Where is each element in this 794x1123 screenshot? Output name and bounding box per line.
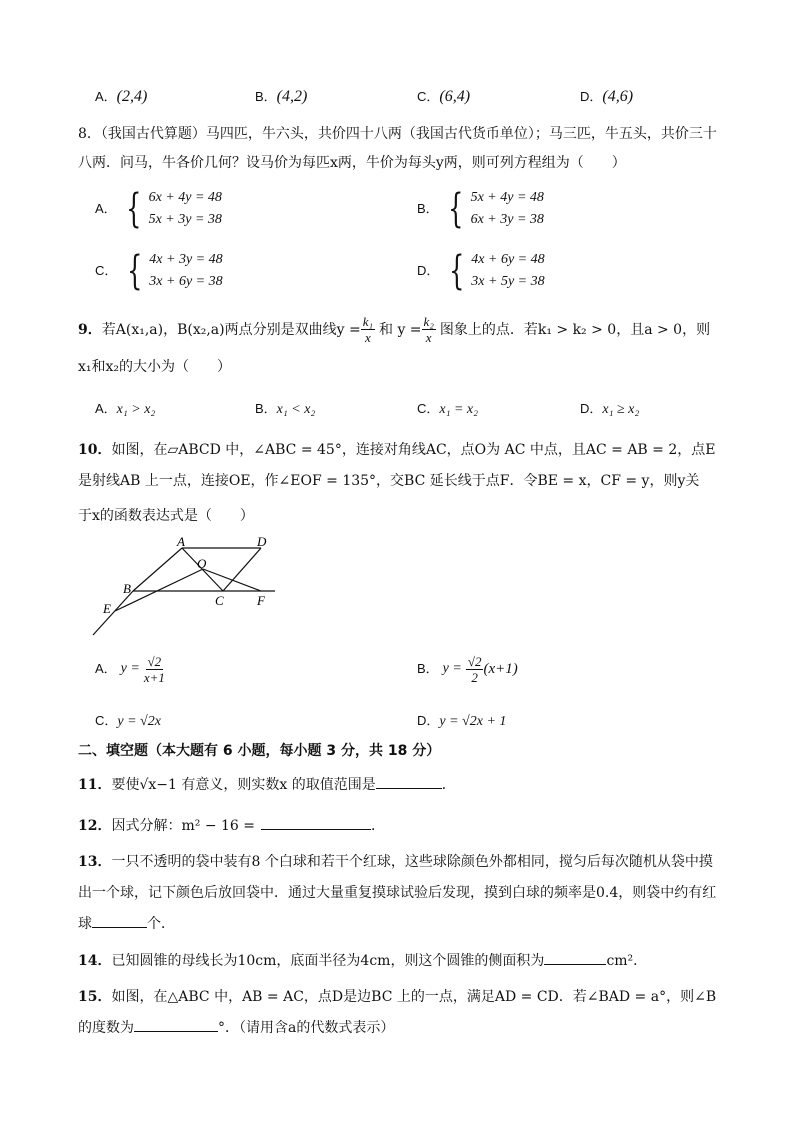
answer-blank[interactable] <box>544 964 606 965</box>
label-d: D <box>257 534 267 549</box>
numerator: k₂ <box>423 314 434 329</box>
option-label: C． <box>417 401 440 416</box>
q8-option-b <box>417 187 544 231</box>
option-lhs: y = <box>120 661 140 676</box>
label-c: C <box>215 593 224 608</box>
q8-option-a <box>95 187 222 231</box>
equation-system <box>121 187 222 231</box>
option-value: (6,4) <box>439 88 471 105</box>
q7-option-c <box>417 86 470 108</box>
fraction <box>361 314 375 345</box>
option-label: A． <box>95 201 117 216</box>
brace-icon: { <box>448 186 464 232</box>
equation: 3x + 6y = 38 <box>149 274 223 289</box>
option-value: x₁ > x₂ <box>116 402 156 417</box>
q10-stem-line2: 是射线AB 上一点，连接OE，作∠EOF = 135°，交BC 延长线于点F．令BE = x，CF = y，则y关 <box>78 473 700 489</box>
label-a: A <box>177 534 185 549</box>
option-label: A． <box>95 401 117 416</box>
equation: 4x + 6y = 48 <box>471 252 545 267</box>
q9-option-d <box>580 398 639 421</box>
q9-option-c <box>417 398 478 421</box>
q15-line2 <box>78 1018 394 1038</box>
denominator: 2 <box>471 669 478 685</box>
brace-icon: { <box>126 248 143 294</box>
brace-icon: { <box>126 186 142 232</box>
q12-text: 因式分解：m² − 16 = <box>111 818 255 834</box>
option-lhs: y = <box>442 661 462 676</box>
parallelogram-figure <box>85 533 285 638</box>
option-label: C． <box>95 263 118 278</box>
option-value: (4,2) <box>276 88 308 105</box>
option-label: B． <box>417 201 439 216</box>
answer-blank[interactable] <box>261 829 371 830</box>
label-f: F <box>257 593 265 608</box>
numerator: √2 <box>467 653 482 669</box>
question-number: 14． <box>78 953 112 969</box>
option-value: (4,6) <box>602 88 634 105</box>
q11-text-end: ． <box>441 777 456 793</box>
question-number: 10． <box>78 442 112 458</box>
q12-text-end: ． <box>371 818 385 834</box>
denominator: x+1 <box>143 669 165 685</box>
brace-icon: { <box>448 248 465 294</box>
q10-option-d <box>417 710 506 733</box>
option-label: B． <box>255 89 277 104</box>
segment-dc <box>223 548 261 591</box>
equation-system <box>444 249 545 293</box>
q15-line1 <box>78 987 716 1007</box>
q12 <box>78 816 385 836</box>
option-value: y = √2x + 1 <box>439 714 507 729</box>
q10-stem-line3: 于x的函数表达式是（ ） <box>78 508 254 524</box>
q9-option-a <box>95 398 155 421</box>
q10-stem-line1 <box>78 440 715 460</box>
q9-stem-line2: x₁和x₂的大小为（ ） <box>78 359 232 375</box>
option-label: D． <box>417 713 440 728</box>
answer-blank[interactable] <box>376 788 442 789</box>
label-o: O <box>197 556 207 571</box>
question-number: 15． <box>78 989 112 1005</box>
fraction <box>466 654 484 685</box>
q14 <box>78 951 647 971</box>
answer-blank[interactable] <box>92 927 147 928</box>
q8-stem-line1: 8．（我国古代算题）马四匹，牛六头，共价四十八两（我国古代货币单位）；马三匹，牛五头，共价三十 <box>78 126 717 142</box>
q13-line2: 出一个球，记下颜色后放回袋中．通过大量重复摸球试验后发现，摸到白球的频率是0.4，则袋中约有红 <box>78 885 717 901</box>
numerator: √2 <box>147 653 162 669</box>
q13-line1 <box>78 852 713 872</box>
equation: 5x + 4y = 48 <box>470 190 544 205</box>
option-rest: (x+1) <box>483 661 518 677</box>
segment-ab <box>133 548 182 591</box>
equation: 6x + 3y = 38 <box>470 212 544 227</box>
q10-option-b <box>417 652 518 686</box>
q14-text-end: cm²． <box>606 953 648 969</box>
question-number: 11． <box>78 777 112 793</box>
option-label: B． <box>255 401 277 416</box>
q7-option-a <box>95 86 147 108</box>
option-label: D． <box>580 401 603 416</box>
fraction <box>422 314 436 345</box>
q9-stem-line1 <box>78 314 710 345</box>
option-label: D． <box>417 263 440 278</box>
option-value: (2,4) <box>116 88 148 105</box>
q13-text: 一只不透明的袋中装有8 个白球和若干个红球，这些球除颜色外都相同，搅匀后每次随机从袋中摸 <box>111 854 713 870</box>
q13-text: 球 <box>78 916 92 932</box>
denominator: x <box>364 330 371 345</box>
q8-option-c <box>95 249 223 293</box>
question-number: 13． <box>78 854 112 870</box>
option-label: A． <box>95 89 117 104</box>
equation: 3x + 5y = 38 <box>471 274 545 289</box>
q15-text: 如图，在△ABC 中，AB = AC，点D是边BC 上的一点，满足AD = CD．若∠BAD = a°，则∠B <box>111 989 717 1005</box>
q9-text: 和 y = <box>379 321 422 338</box>
q13-line3 <box>78 914 175 934</box>
answer-blank[interactable] <box>134 1031 218 1032</box>
q11 <box>78 775 456 795</box>
equation-system <box>443 187 544 231</box>
equation: 5x + 3y = 38 <box>148 212 222 227</box>
q11-text: 要使√x−1 有意义，则实数x 的取值范围是 <box>111 777 376 793</box>
question-number: 9． <box>78 321 102 338</box>
equation: 6x + 4y = 48 <box>148 190 222 205</box>
q9-text: 若A(x₁,a)，B(x₂,a)两点分别是双曲线y = <box>101 321 361 338</box>
option-label: A． <box>95 661 117 676</box>
label-e: E <box>103 601 111 616</box>
q7-option-d <box>580 86 633 108</box>
equation: 4x + 3y = 48 <box>149 252 223 267</box>
q7-option-b <box>255 86 307 108</box>
q8-option-d <box>417 249 545 293</box>
q9-option-b <box>255 398 315 421</box>
ray-be <box>93 591 133 635</box>
denominator: x <box>425 330 432 345</box>
q8-stem-line2: 八两．问马，牛各价几何？设马价为每匹x两，牛价为每头y两，则可列方程组为（ ） <box>78 155 626 171</box>
equation-system <box>122 249 223 293</box>
option-value: y = √2x <box>117 714 161 729</box>
q15-text-end: °．（请用含a的代数式表示） <box>218 1020 395 1036</box>
label-b: B <box>123 581 131 596</box>
q14-text: 已知圆锥的母线长为10cm，底面半径为4cm，则这个圆锥的侧面积为 <box>111 953 545 969</box>
fraction <box>144 654 165 685</box>
q15-text: 的度数为 <box>78 1020 134 1036</box>
q10-option-c <box>95 710 161 733</box>
option-label: B． <box>417 661 439 676</box>
option-label: C． <box>417 89 440 104</box>
option-value: x₁ ≥ x₂ <box>602 402 640 417</box>
option-label: C． <box>95 713 118 728</box>
option-label: D． <box>580 89 603 104</box>
q10-option-a <box>95 652 165 686</box>
option-value: x₁ = x₂ <box>439 402 478 417</box>
q10-text: 如图，在▱ABCD 中，∠ABC = 45°，连接对角线AC，点O为 AC 中点，且AC = AB = 2，点E <box>111 442 716 458</box>
option-value: x₁ < x₂ <box>276 402 316 417</box>
numerator: k₁ <box>362 314 373 329</box>
q13-text-end: 个． <box>147 916 175 932</box>
section-title: 二、填空题（本大题有 6 小题，每小题 3 分，共 18 分） <box>78 743 441 759</box>
question-number: 12． <box>78 818 112 834</box>
q9-text: 图象上的点．若k₁ > k₂ > 0，且a > 0，则 <box>439 321 711 338</box>
